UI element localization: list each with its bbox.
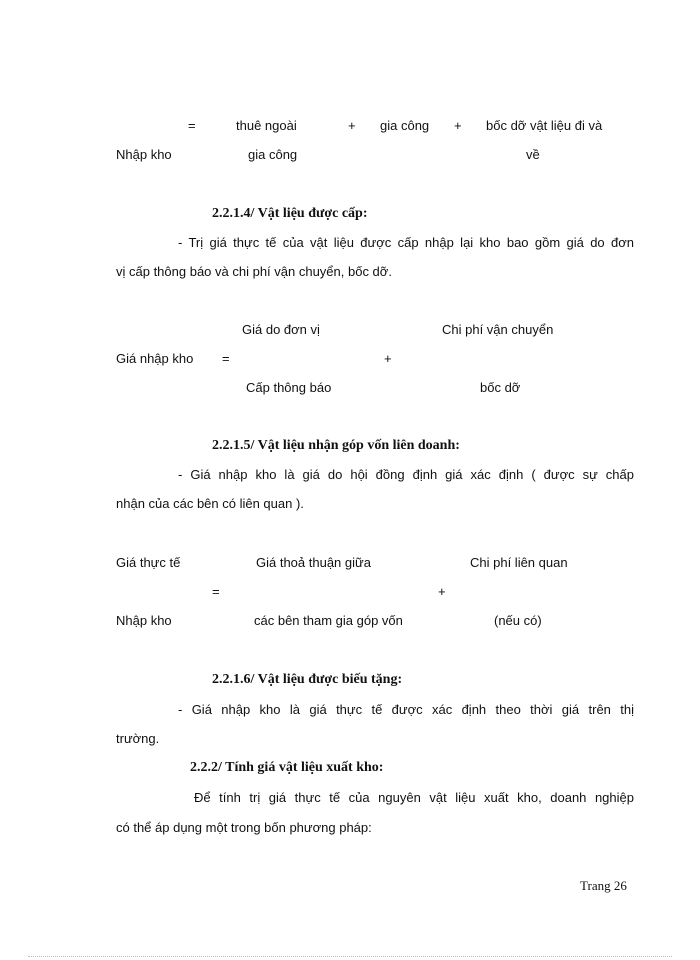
section-222-line2: có thể áp dụng một trong bốn phương pháp:	[116, 820, 372, 835]
formula1-term2: gia công	[380, 118, 430, 133]
formula3-top-left: Giá thực tế	[116, 555, 181, 570]
formula3-plus: +	[438, 584, 446, 599]
formula2-left: Giá nhập kho	[116, 351, 194, 366]
formula3-bottom-right: (nếu có)	[494, 613, 542, 628]
formula3-equals: =	[212, 584, 220, 599]
page-bottom-divider	[28, 956, 672, 957]
formula1-plus2: +	[454, 118, 462, 133]
section-222-line1: Để tính trị giá thực tế của nguyên vật liệu xuất kho, doanh nghiệp	[194, 790, 634, 805]
formula1-plus1: +	[348, 118, 356, 133]
section-2214-heading: 2.2.1.4/ Vật liệu được cấp:	[212, 206, 368, 221]
formula1-term3-cont: về	[526, 147, 540, 162]
page-number: Trang 26	[580, 878, 627, 893]
formula3-bottom-left: Nhập kho	[116, 613, 172, 628]
formula2-plus: +	[384, 351, 392, 366]
formula3-top-right: Chi phí liên quan	[470, 555, 568, 570]
section-2216-line2: trường.	[116, 731, 160, 746]
formula1-term1: thuê ngoài	[236, 118, 297, 133]
formula1-left: Nhập kho	[116, 147, 172, 162]
section-2215-line2: nhận của các bên có liên quan ).	[116, 496, 304, 511]
formula2-bottom-right: bốc dỡ	[480, 380, 521, 395]
section-2214-line1: - Trị giá thực tế của vật liệu được cấp nhập lại kho bao gồm giá do đơn	[178, 235, 634, 250]
formula1-term1-cont: gia công	[248, 147, 298, 162]
formula1-term3: bốc dỡ vật liệu đi và	[486, 118, 603, 133]
formula3-bottom-mid: các bên tham gia góp vốn	[254, 613, 403, 628]
section-2214-line2: vị cấp thông báo và chi phí vận chuyển, bốc dỡ.	[116, 264, 392, 279]
section-2216-line1: - Giá nhập kho là giá thực tế được xác định theo thời giá trên thị	[178, 702, 634, 717]
section-2215-heading: 2.2.1.5/ Vật liệu nhận góp vốn liên doanh:	[212, 438, 460, 453]
formula2-top-right: Chi phí vận chuyển	[442, 322, 554, 337]
formula2-top-left: Giá do đơn vị	[242, 322, 320, 337]
formula3-top-mid: Giá thoả thuận giữa	[256, 555, 371, 570]
formula2-bottom-left: Cấp thông báo	[246, 380, 332, 395]
formula1-equals: =	[188, 118, 196, 133]
section-2215-line1: - Giá nhập kho là giá do hội đồng định giá xác định ( được sự chấp	[178, 467, 634, 482]
section-2216-heading: 2.2.1.6/ Vật liệu được biếu tặng:	[212, 672, 403, 687]
section-222-heading: 2.2.2/ Tính giá vật liệu xuất kho:	[190, 760, 384, 775]
formula2-equals: =	[222, 351, 230, 366]
